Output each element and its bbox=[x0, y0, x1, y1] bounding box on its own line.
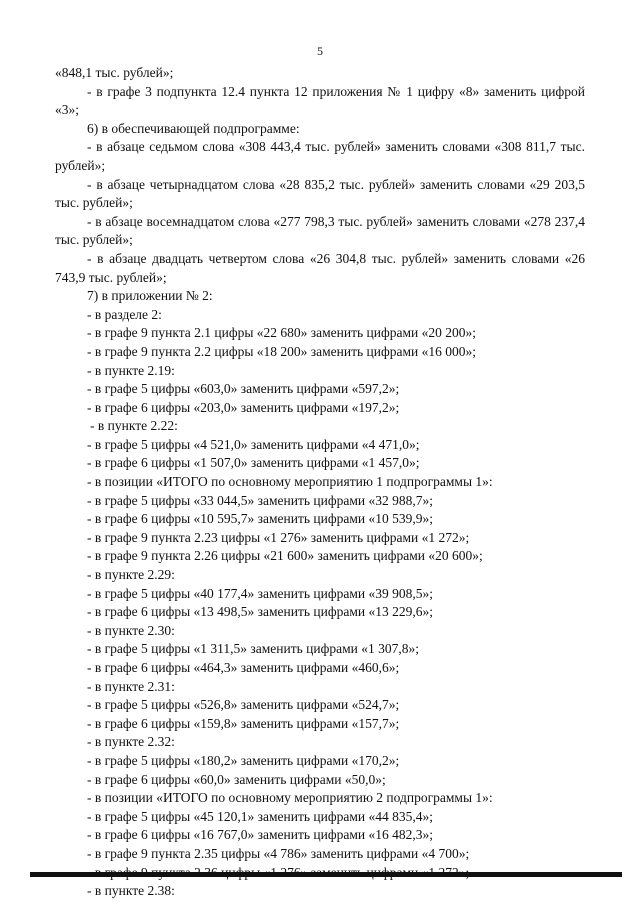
list-item: - в графе 5 цифры «4 521,0» заменить цифрами «4 471,0»; bbox=[87, 436, 420, 452]
paragraph: - в абзаце восемнадцатом слова «277 798,3 тыс. рублей» заменить словами «278 237,4 тыс. рублей»; bbox=[55, 213, 585, 248]
list-item: - в графе 9 пункта 2.1 цифры «22 680» заменить цифрами «20 200»; bbox=[87, 325, 476, 341]
list-item: - в графе 6 цифры «13 498,5» заменить цифрами «13 229,6»; bbox=[87, 604, 433, 620]
bottom-rule bbox=[30, 872, 622, 877]
list-item: - в пункте 2.32: bbox=[87, 734, 175, 750]
list-item: - в графе 5 цифры «1 311,5» заменить цифрами «1 307,8»; bbox=[87, 641, 419, 657]
list-item: - в графе 5 цифры «180,2» заменить цифрами «170,2»; bbox=[87, 752, 400, 768]
list-item: - в позиции «ИТОГО по основному мероприятию 1 подпрограммы 1»: bbox=[87, 474, 493, 490]
list-item: - в графе 5 цифры «45 120,1» заменить цифрами «44 835,4»; bbox=[87, 808, 433, 824]
list-item: - в графе 5 цифры «40 177,4» заменить цифрами «39 908,5»; bbox=[87, 585, 433, 601]
list-item: - в пункте 2.31: bbox=[87, 678, 175, 694]
list-item: - в пункте 2.30: bbox=[87, 622, 175, 638]
list-item: - в пункте 2.29: bbox=[87, 567, 175, 583]
list-item: 7) в приложении № 2: bbox=[87, 288, 213, 304]
list-item: - в графе 6 цифры «16 767,0» заменить цифрами «16 482,3»; bbox=[87, 827, 433, 843]
list-item: - в графе 6 цифры «159,8» заменить цифрами «157,7»; bbox=[87, 715, 400, 731]
list-item: - в разделе 2: bbox=[87, 306, 162, 322]
list-item: - в пункте 2.19: bbox=[87, 362, 175, 378]
list-item: - в графе 5 цифры «603,0» заменить цифрами «597,2»; bbox=[87, 381, 400, 397]
paragraph: - в абзаце двадцать четвертом слова «26 304,8 тыс. рублей» заменить словами «26 743,9 тыс. рублей»; bbox=[55, 250, 585, 285]
list-item: - в пункте 2.22: bbox=[90, 418, 178, 434]
paragraph: - в графе 3 подпункта 12.4 пункта 12 приложения № 1 цифру «8» заменить цифрой «3»; bbox=[55, 83, 585, 118]
paragraph: - в абзаце седьмом слова «308 443,4 тыс. рублей» заменить словами «308 811,7 тыс. рублей»; bbox=[55, 139, 585, 173]
list-item: - в графе 6 цифры «60,0» заменить цифрами «50,0»; bbox=[87, 771, 386, 787]
list-item: - в графе 9 пункта 2.35 цифры «4 786» заменить цифрами «4 700»; bbox=[87, 845, 470, 861]
list-item: - в графе 6 цифры «203,0» заменить цифрами «197,2»; bbox=[87, 399, 400, 415]
page-number: 5 bbox=[317, 44, 323, 58]
list-item: - в графе 9 пункта 2.23 цифры «1 276» заменить цифрами «1 272»; bbox=[87, 529, 470, 545]
paragraph: - в абзаце четырнадцатом слова «28 835,2 тыс. рублей» заменить словами «29 203,5 тыс. рублей»; bbox=[55, 176, 585, 211]
list-item: - в графе 5 цифры «526,8» заменить цифрами «524,7»; bbox=[87, 697, 400, 713]
list-item: - в графе 6 цифры «10 595,7» заменить цифрами «10 539,9»; bbox=[87, 511, 433, 527]
list-item: - в графе 5 цифры «33 044,5» заменить цифрами «32 988,7»; bbox=[87, 492, 433, 508]
paragraph: «848,1 тыс. рублей»; bbox=[55, 65, 174, 80]
list-item: - в графе 9 пункта 2.26 цифры «21 600» заменить цифрами «20 600»; bbox=[87, 548, 483, 564]
list-item: - в пункте 2.38: bbox=[87, 883, 175, 899]
list-item: - в графе 6 цифры «464,3» заменить цифрами «460,6»; bbox=[87, 660, 400, 675]
paragraph: 6) в обеспечивающей подпрограмме: bbox=[87, 120, 300, 136]
list-item: - в графе 9 пункта 2.2 цифры «18 200» заменить цифрами «16 000»; bbox=[87, 343, 476, 359]
list-item: - в позиции «ИТОГО по основному мероприятию 2 подпрограммы 1»: bbox=[87, 790, 493, 806]
document-body bbox=[55, 64, 585, 901]
list-item: - в графе 6 цифры «1 507,0» заменить цифрами «1 457,0»; bbox=[87, 455, 420, 471]
